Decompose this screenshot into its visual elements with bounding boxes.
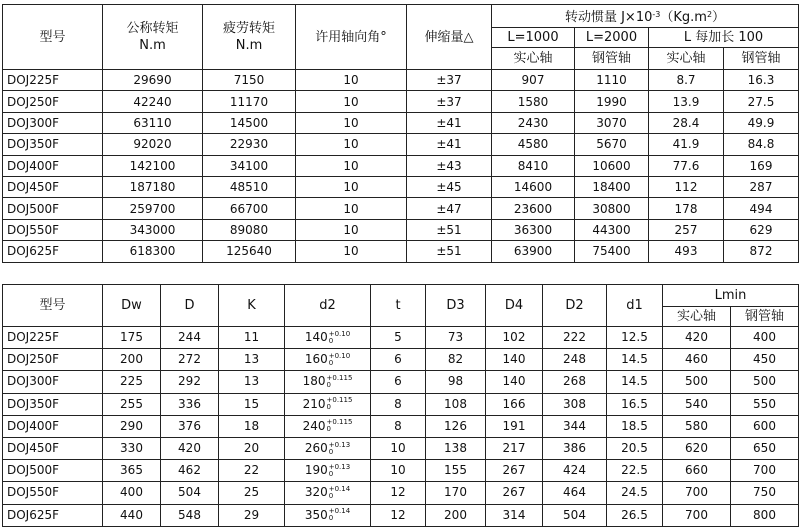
d-cell: 548 <box>161 504 219 526</box>
header-dw: Dw <box>103 285 161 327</box>
dw-cell: 365 <box>103 460 161 482</box>
allowed-angle-cell: 10 <box>296 176 407 197</box>
solid-per-length-cell: 178 <box>649 198 724 219</box>
lmin-solid-cell: 540 <box>663 393 731 415</box>
header-fatigue-torque: 疲劳转矩 N.m <box>203 5 296 70</box>
t-cell: 10 <box>371 437 426 459</box>
table-row <box>3 460 799 482</box>
model-cell: DOJ225F <box>3 327 103 349</box>
inertia-l1000-cell: 36300 <box>492 219 575 240</box>
inertia-l1000-cell: 4580 <box>492 134 575 155</box>
k-cell: 13 <box>219 371 285 393</box>
inertia-l1000-cell: 8410 <box>492 155 575 176</box>
fatigue-torque-cell: 11170 <box>203 91 296 112</box>
header-d3: D3 <box>426 285 486 327</box>
dw-cell: 255 <box>103 393 161 415</box>
fatigue-torque-cell: 7150 <box>203 70 296 91</box>
d2-upper-cell: 222 <box>543 327 607 349</box>
allowed-angle-cell: 10 <box>296 112 407 133</box>
model-cell: DOJ300F <box>3 371 103 393</box>
tolerance-upper: +0.10 <box>328 351 351 360</box>
header-l2000: L=2000 <box>575 28 649 48</box>
header-solid-shaft-per: 实心轴 <box>649 48 724 70</box>
inertia-l2000-cell: 18400 <box>575 176 649 197</box>
header-t: t <box>371 285 426 327</box>
d2-tolerance-cell <box>285 371 371 393</box>
allowed-angle-cell: 10 <box>296 134 407 155</box>
solid-per-length-cell: 8.7 <box>649 70 724 91</box>
tolerance-lower: 0 <box>328 358 334 367</box>
inertia-l2000-cell: 1110 <box>575 70 649 91</box>
header-d4: D4 <box>486 285 543 327</box>
d3-cell: 200 <box>426 504 486 526</box>
lmin-tube-cell: 450 <box>731 349 799 371</box>
tolerance-lower: 0 <box>328 469 334 478</box>
model-cell: DOJ550F <box>3 219 103 240</box>
model-cell: DOJ400F <box>3 415 103 437</box>
allowed-angle-cell: 10 <box>296 219 407 240</box>
table-row <box>3 91 799 112</box>
tolerance-lower: 0 <box>326 403 331 412</box>
tolerance <box>329 508 350 522</box>
inertia-l2000-cell: 75400 <box>575 241 649 262</box>
header-lmin: Lmin <box>663 285 799 307</box>
lmin-tube-cell: 600 <box>731 415 799 437</box>
tolerance-lower: 0 <box>328 336 334 345</box>
d2-value: 350 <box>304 507 328 522</box>
table-row <box>3 70 799 91</box>
solid-per-length-cell: 112 <box>649 176 724 197</box>
d2-tolerance-cell <box>285 393 371 415</box>
d2-tolerance-cell <box>285 504 371 526</box>
tolerance <box>327 397 353 411</box>
d2-tolerance-cell <box>285 327 371 349</box>
table-row <box>3 198 799 219</box>
lmin-solid-cell: 700 <box>663 482 731 504</box>
d-cell: 292 <box>161 371 219 393</box>
model-cell: DOJ350F <box>3 134 103 155</box>
nominal-torque-cell: 343000 <box>103 219 203 240</box>
d1-cell: 20.5 <box>607 437 663 459</box>
dw-cell: 225 <box>103 371 161 393</box>
fatigue-torque-cell: 66700 <box>203 198 296 219</box>
inertia-l2000-cell: 5670 <box>575 134 649 155</box>
tolerance-upper: +0.10 <box>328 329 351 338</box>
lmin-solid-cell: 700 <box>663 504 731 526</box>
table-row <box>3 371 799 393</box>
tolerance-lower: 0 <box>328 514 334 523</box>
allowed-angle-cell: 10 <box>296 155 407 176</box>
telescoping-cell: ±47 <box>407 198 492 219</box>
inertia-l1000-cell: 63900 <box>492 241 575 262</box>
d-cell: 504 <box>161 482 219 504</box>
telescoping-cell: ±51 <box>407 241 492 262</box>
table-row <box>3 349 799 371</box>
dw-cell: 440 <box>103 504 161 526</box>
tolerance <box>329 353 350 367</box>
d2-upper-cell: 504 <box>543 504 607 526</box>
d3-cell: 155 <box>426 460 486 482</box>
dw-cell: 290 <box>103 415 161 437</box>
solid-per-length-cell: 493 <box>649 241 724 262</box>
header-nominal-torque: 公称转矩 N.m <box>103 5 203 70</box>
d3-cell: 126 <box>426 415 486 437</box>
t-cell: 6 <box>371 349 426 371</box>
model-cell: DOJ250F <box>3 349 103 371</box>
d-cell: 244 <box>161 327 219 349</box>
telescoping-cell: ±43 <box>407 155 492 176</box>
lmin-solid-cell: 420 <box>663 327 731 349</box>
tolerance <box>329 486 350 500</box>
fatigue-torque-cell: 14500 <box>203 112 296 133</box>
d2-value: 190 <box>304 463 328 478</box>
inertia-l1000-cell: 14600 <box>492 176 575 197</box>
table-row <box>3 482 799 504</box>
dimensions-table <box>2 284 799 527</box>
tube-per-length-cell: 872 <box>724 241 799 262</box>
t-cell: 10 <box>371 460 426 482</box>
table-row <box>3 327 799 349</box>
d1-cell: 14.5 <box>607 349 663 371</box>
d2-tolerance-cell <box>285 437 371 459</box>
model-cell: DOJ300F <box>3 112 103 133</box>
d1-cell: 26.5 <box>607 504 663 526</box>
tolerance <box>329 331 350 345</box>
t-cell: 8 <box>371 415 426 437</box>
tolerance-upper: +0.14 <box>328 484 351 493</box>
table-row <box>3 415 799 437</box>
tube-per-length-cell: 84.8 <box>724 134 799 155</box>
header-tube-shaft-per: 钢管轴 <box>724 48 799 70</box>
d4-cell: 166 <box>486 393 543 415</box>
header-telescoping: 伸缩量△ <box>407 5 492 70</box>
d3-cell: 98 <box>426 371 486 393</box>
tolerance-lower: 0 <box>328 447 334 456</box>
k-cell: 15 <box>219 393 285 415</box>
d2-value: 180 <box>302 374 326 389</box>
d-cell: 376 <box>161 415 219 437</box>
d2-upper-cell: 464 <box>543 482 607 504</box>
solid-per-length-cell: 13.9 <box>649 91 724 112</box>
d3-cell: 170 <box>426 482 486 504</box>
allowed-angle-cell: 10 <box>296 70 407 91</box>
dw-cell: 330 <box>103 437 161 459</box>
solid-per-length-cell: 28.4 <box>649 112 724 133</box>
header-tube-shaft: 钢管轴 <box>731 307 799 327</box>
d2-upper-cell: 248 <box>543 349 607 371</box>
d4-cell: 191 <box>486 415 543 437</box>
header-d2-lower: d2 <box>285 285 371 327</box>
nominal-torque-cell: 142100 <box>103 155 203 176</box>
d2-value: 240 <box>302 418 326 433</box>
model-cell: DOJ225F <box>3 70 103 91</box>
model-cell: DOJ250F <box>3 91 103 112</box>
inertia-l2000-cell: 10600 <box>575 155 649 176</box>
header-inertia: 转动惯量 $J\times 10^{-3}(Kg.m^2)$ <box>492 5 799 28</box>
lmin-tube-cell: 400 <box>731 327 799 349</box>
table-row <box>3 155 799 176</box>
tolerance-upper: +0.14 <box>328 507 351 516</box>
nominal-torque-cell: 63110 <box>103 112 203 133</box>
k-cell: 22 <box>219 460 285 482</box>
header-l1000: L=1000 <box>492 28 575 48</box>
allowed-angle-cell: 10 <box>296 198 407 219</box>
inertia-l2000-cell: 1990 <box>575 91 649 112</box>
d3-cell: 138 <box>426 437 486 459</box>
inertia-l1000-cell: 2430 <box>492 112 575 133</box>
solid-per-length-cell: 77.6 <box>649 155 724 176</box>
model-cell: DOJ550F <box>3 482 103 504</box>
inertia-l2000-cell: 3070 <box>575 112 649 133</box>
lmin-solid-cell: 500 <box>663 371 731 393</box>
fatigue-torque-cell: 89080 <box>203 219 296 240</box>
d1-cell: 16.5 <box>607 393 663 415</box>
d1-cell: 24.5 <box>607 482 663 504</box>
k-cell: 29 <box>219 504 285 526</box>
d2-value: 210 <box>302 396 326 411</box>
torque-inertia-table <box>2 4 799 263</box>
telescoping-cell: ±51 <box>407 219 492 240</box>
d2-upper-cell: 344 <box>543 415 607 437</box>
d4-cell: 267 <box>486 482 543 504</box>
tolerance-lower: 0 <box>326 425 331 434</box>
solid-per-length-cell: 41.9 <box>649 134 724 155</box>
model-cell: DOJ625F <box>3 241 103 262</box>
tube-per-length-cell: 27.5 <box>724 91 799 112</box>
lmin-tube-cell: 750 <box>731 482 799 504</box>
tube-per-length-cell: 494 <box>724 198 799 219</box>
dw-cell: 400 <box>103 482 161 504</box>
inertia-l2000-cell: 30800 <box>575 198 649 219</box>
model-cell: DOJ500F <box>3 198 103 219</box>
telescoping-cell: ±37 <box>407 91 492 112</box>
k-cell: 11 <box>219 327 285 349</box>
tolerance <box>329 464 350 478</box>
d4-cell: 102 <box>486 327 543 349</box>
table-row <box>3 176 799 197</box>
lmin-tube-cell: 800 <box>731 504 799 526</box>
header-solid-shaft: 实心轴 <box>492 48 575 70</box>
d1-cell: 22.5 <box>607 460 663 482</box>
lmin-tube-cell: 500 <box>731 371 799 393</box>
tube-per-length-cell: 287 <box>724 176 799 197</box>
tolerance <box>327 419 353 433</box>
telescoping-cell: ±41 <box>407 134 492 155</box>
table-row <box>3 393 799 415</box>
tolerance-upper: +0.115 <box>326 418 353 427</box>
t-cell: 12 <box>371 482 426 504</box>
telescoping-cell: ±41 <box>407 112 492 133</box>
header-d: D <box>161 285 219 327</box>
k-cell: 13 <box>219 349 285 371</box>
tolerance <box>329 442 350 456</box>
d1-cell: 12.5 <box>607 327 663 349</box>
tolerance-upper: +0.115 <box>326 373 353 382</box>
header-model: 型号 <box>3 285 103 327</box>
model-cell: DOJ450F <box>3 176 103 197</box>
k-cell: 25 <box>219 482 285 504</box>
d2-value: 140 <box>304 330 328 345</box>
nominal-torque-cell: 618300 <box>103 241 203 262</box>
d2-upper-cell: 268 <box>543 371 607 393</box>
table-row <box>3 437 799 459</box>
d2-tolerance-cell <box>285 349 371 371</box>
nominal-torque-cell: 259700 <box>103 198 203 219</box>
nominal-torque-cell: 187180 <box>103 176 203 197</box>
lmin-tube-cell: 650 <box>731 437 799 459</box>
d4-cell: 314 <box>486 504 543 526</box>
nominal-torque-cell: 29690 <box>103 70 203 91</box>
tube-per-length-cell: 169 <box>724 155 799 176</box>
header-d1: d1 <box>607 285 663 327</box>
header-d2-upper: D2 <box>543 285 607 327</box>
d4-cell: 267 <box>486 460 543 482</box>
d2-tolerance-cell <box>285 415 371 437</box>
table-row <box>3 219 799 240</box>
inertia-l1000-cell: 907 <box>492 70 575 91</box>
d1-cell: 14.5 <box>607 371 663 393</box>
d2-tolerance-cell <box>285 482 371 504</box>
tolerance-lower: 0 <box>326 380 331 389</box>
model-cell: DOJ350F <box>3 393 103 415</box>
fatigue-torque-cell: 48510 <box>203 176 296 197</box>
model-cell: DOJ500F <box>3 460 103 482</box>
nominal-torque-cell: 42240 <box>103 91 203 112</box>
model-cell: DOJ625F <box>3 504 103 526</box>
d3-cell: 82 <box>426 349 486 371</box>
d-cell: 336 <box>161 393 219 415</box>
lmin-tube-cell: 700 <box>731 460 799 482</box>
header-model: 型号 <box>3 5 103 70</box>
tolerance-upper: +0.115 <box>326 396 353 405</box>
allowed-angle-cell: 10 <box>296 91 407 112</box>
t-cell: 5 <box>371 327 426 349</box>
tube-per-length-cell: 49.9 <box>724 112 799 133</box>
tube-per-length-cell: 16.3 <box>724 70 799 91</box>
d1-cell: 18.5 <box>607 415 663 437</box>
table-row <box>3 134 799 155</box>
t-cell: 6 <box>371 371 426 393</box>
inertia-l2000-cell: 44300 <box>575 219 649 240</box>
d-cell: 462 <box>161 460 219 482</box>
lmin-solid-cell: 620 <box>663 437 731 459</box>
allowed-angle-cell: 10 <box>296 241 407 262</box>
model-cell: DOJ450F <box>3 437 103 459</box>
tolerance-lower: 0 <box>328 491 334 500</box>
d2-upper-cell: 386 <box>543 437 607 459</box>
d3-cell: 108 <box>426 393 486 415</box>
d2-value: 160 <box>304 352 328 367</box>
d4-cell: 140 <box>486 349 543 371</box>
table-row <box>3 112 799 133</box>
header-tube-shaft: 钢管轴 <box>575 48 649 70</box>
fatigue-torque-cell: 22930 <box>203 134 296 155</box>
tolerance <box>327 375 353 389</box>
d2-value: 320 <box>304 485 328 500</box>
d2-upper-cell: 424 <box>543 460 607 482</box>
telescoping-cell: ±37 <box>407 70 492 91</box>
header-allowed-angle: 许用轴向角° <box>296 5 407 70</box>
dw-cell: 200 <box>103 349 161 371</box>
tolerance-upper: +0.13 <box>328 462 351 471</box>
k-cell: 18 <box>219 415 285 437</box>
inertia-l1000-cell: 1580 <box>492 91 575 112</box>
header-solid-shaft: 实心轴 <box>663 307 731 327</box>
dw-cell: 175 <box>103 327 161 349</box>
table-row <box>3 504 799 526</box>
tolerance-upper: +0.13 <box>328 440 351 449</box>
header-k: K <box>219 285 285 327</box>
d2-upper-cell: 308 <box>543 393 607 415</box>
d4-cell: 140 <box>486 371 543 393</box>
table-row <box>3 241 799 262</box>
nominal-torque-cell: 92020 <box>103 134 203 155</box>
t-cell: 8 <box>371 393 426 415</box>
d-cell: 272 <box>161 349 219 371</box>
header-per-length: L 每加长 100 <box>649 28 799 48</box>
lmin-tube-cell: 550 <box>731 393 799 415</box>
t-cell: 12 <box>371 504 426 526</box>
tube-per-length-cell: 629 <box>724 219 799 240</box>
lmin-solid-cell: 660 <box>663 460 731 482</box>
lmin-solid-cell: 460 <box>663 349 731 371</box>
d4-cell: 217 <box>486 437 543 459</box>
d2-tolerance-cell <box>285 460 371 482</box>
inertia-l1000-cell: 23600 <box>492 198 575 219</box>
d3-cell: 73 <box>426 327 486 349</box>
d2-value: 260 <box>304 441 328 456</box>
d-cell: 420 <box>161 437 219 459</box>
lmin-solid-cell: 580 <box>663 415 731 437</box>
model-cell: DOJ400F <box>3 155 103 176</box>
fatigue-torque-cell: 34100 <box>203 155 296 176</box>
solid-per-length-cell: 257 <box>649 219 724 240</box>
fatigue-torque-cell: 125640 <box>203 241 296 262</box>
k-cell: 20 <box>219 437 285 459</box>
telescoping-cell: ±45 <box>407 176 492 197</box>
